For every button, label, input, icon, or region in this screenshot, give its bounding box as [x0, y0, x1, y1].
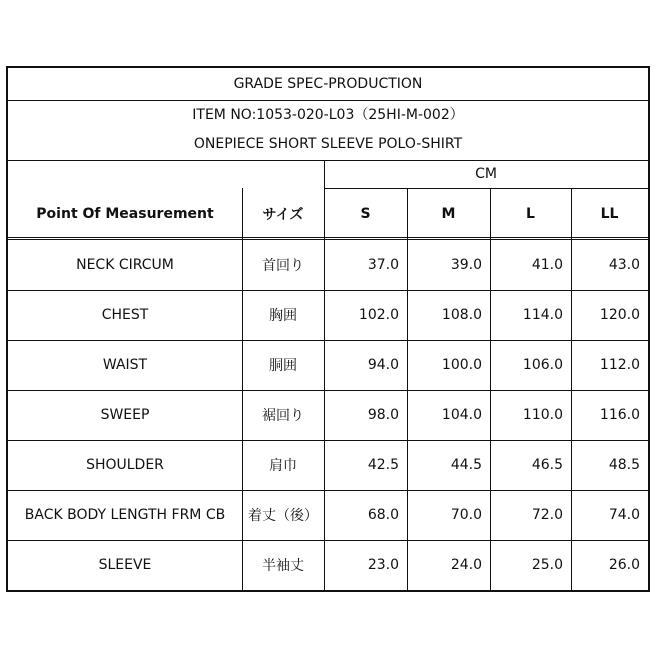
value-s: 42.5 — [367, 457, 399, 473]
value-ll: 48.5 — [608, 457, 640, 473]
measurement-name: BACK BODY LENGTH FRM CB — [24, 507, 226, 523]
column-divider — [571, 188, 572, 590]
value-s: 98.0 — [367, 407, 399, 423]
value-l: 106.0 — [522, 357, 563, 373]
measurement-name-jp: 胴囲 — [269, 358, 297, 374]
row-divider — [8, 340, 648, 341]
column-divider — [490, 188, 491, 590]
table-row — [8, 540, 648, 590]
size-header-ll: LL — [600, 205, 619, 222]
table-row — [8, 390, 648, 440]
value-l: 72.0 — [531, 507, 563, 523]
size-header-l: L — [526, 205, 535, 222]
measurement-name: SHOULDER — [86, 457, 164, 473]
measurement-name-jp: 着丈（後） — [248, 508, 318, 524]
measurement-name: SLEEVE — [98, 557, 152, 573]
value-ll: 43.0 — [608, 257, 640, 273]
value-s: 94.0 — [367, 357, 399, 373]
column-divider — [324, 160, 325, 590]
row-divider — [8, 290, 648, 291]
value-l: 41.0 — [531, 257, 563, 273]
row-divider — [8, 390, 648, 391]
table-row — [8, 290, 648, 340]
table-row — [8, 490, 648, 540]
size-jp-header: サイズ — [262, 206, 304, 223]
value-m: 108.0 — [441, 307, 482, 323]
pom-header: Point Of Measurement — [36, 205, 214, 222]
item-no-row — [8, 100, 648, 128]
unit-row — [8, 160, 648, 188]
measurement-name-jp: 首回り — [262, 258, 304, 274]
title-row — [8, 68, 648, 100]
value-ll: 26.0 — [608, 557, 640, 573]
measurement-name-jp: 胸囲 — [269, 308, 297, 324]
value-ll: 74.0 — [608, 507, 640, 523]
size-header-s: S — [360, 205, 371, 222]
row-divider — [8, 160, 648, 161]
measurement-name-jp: 裾回り — [262, 408, 304, 424]
value-m: 100.0 — [441, 357, 482, 373]
measurement-name: CHEST — [101, 307, 149, 323]
value-l: 110.0 — [522, 407, 563, 423]
value-m: 39.0 — [450, 257, 482, 273]
value-m: 104.0 — [441, 407, 482, 423]
column-divider — [407, 188, 408, 590]
value-m: 70.0 — [450, 507, 482, 523]
row-divider — [324, 188, 648, 189]
value-ll: 116.0 — [599, 407, 640, 423]
value-ll: 120.0 — [599, 307, 640, 323]
table-row — [8, 440, 648, 490]
measurement-name: WAIST — [102, 357, 148, 373]
product-name: ONEPIECE SHORT SLEEVE POLO-SHIRT — [193, 136, 463, 152]
measurement-name-jp: 肩巾 — [269, 458, 297, 474]
product-name-row — [8, 128, 648, 160]
unit-label: CM — [475, 166, 497, 182]
column-header-row — [8, 188, 648, 239]
value-s: 37.0 — [367, 257, 399, 273]
value-s: 68.0 — [367, 507, 399, 523]
value-s: 23.0 — [367, 557, 399, 573]
value-m: 44.5 — [450, 457, 482, 473]
value-ll: 112.0 — [599, 357, 640, 373]
table-row — [8, 340, 648, 390]
measurement-name-jp: 半袖丈 — [262, 558, 304, 574]
spec-sheet — [6, 66, 650, 592]
header-double-divider — [8, 237, 648, 240]
row-divider — [8, 440, 648, 441]
measurement-name: SWEEP — [100, 407, 150, 423]
measurement-name: NECK CIRCUM — [76, 257, 174, 273]
value-s: 102.0 — [358, 307, 399, 323]
size-header-m: M — [441, 205, 456, 222]
value-m: 24.0 — [450, 557, 482, 573]
row-divider — [8, 540, 648, 541]
item-number: ITEM NO:1053-020-L03（25HI-M-002） — [192, 107, 464, 123]
table-row — [8, 240, 648, 290]
value-l: 25.0 — [531, 557, 563, 573]
column-divider — [242, 188, 243, 590]
sheet-title: GRADE SPEC-PRODUCTION — [233, 76, 423, 92]
value-l: 46.5 — [531, 457, 563, 473]
row-divider — [8, 100, 648, 101]
row-divider — [8, 490, 648, 491]
value-l: 114.0 — [522, 307, 563, 323]
